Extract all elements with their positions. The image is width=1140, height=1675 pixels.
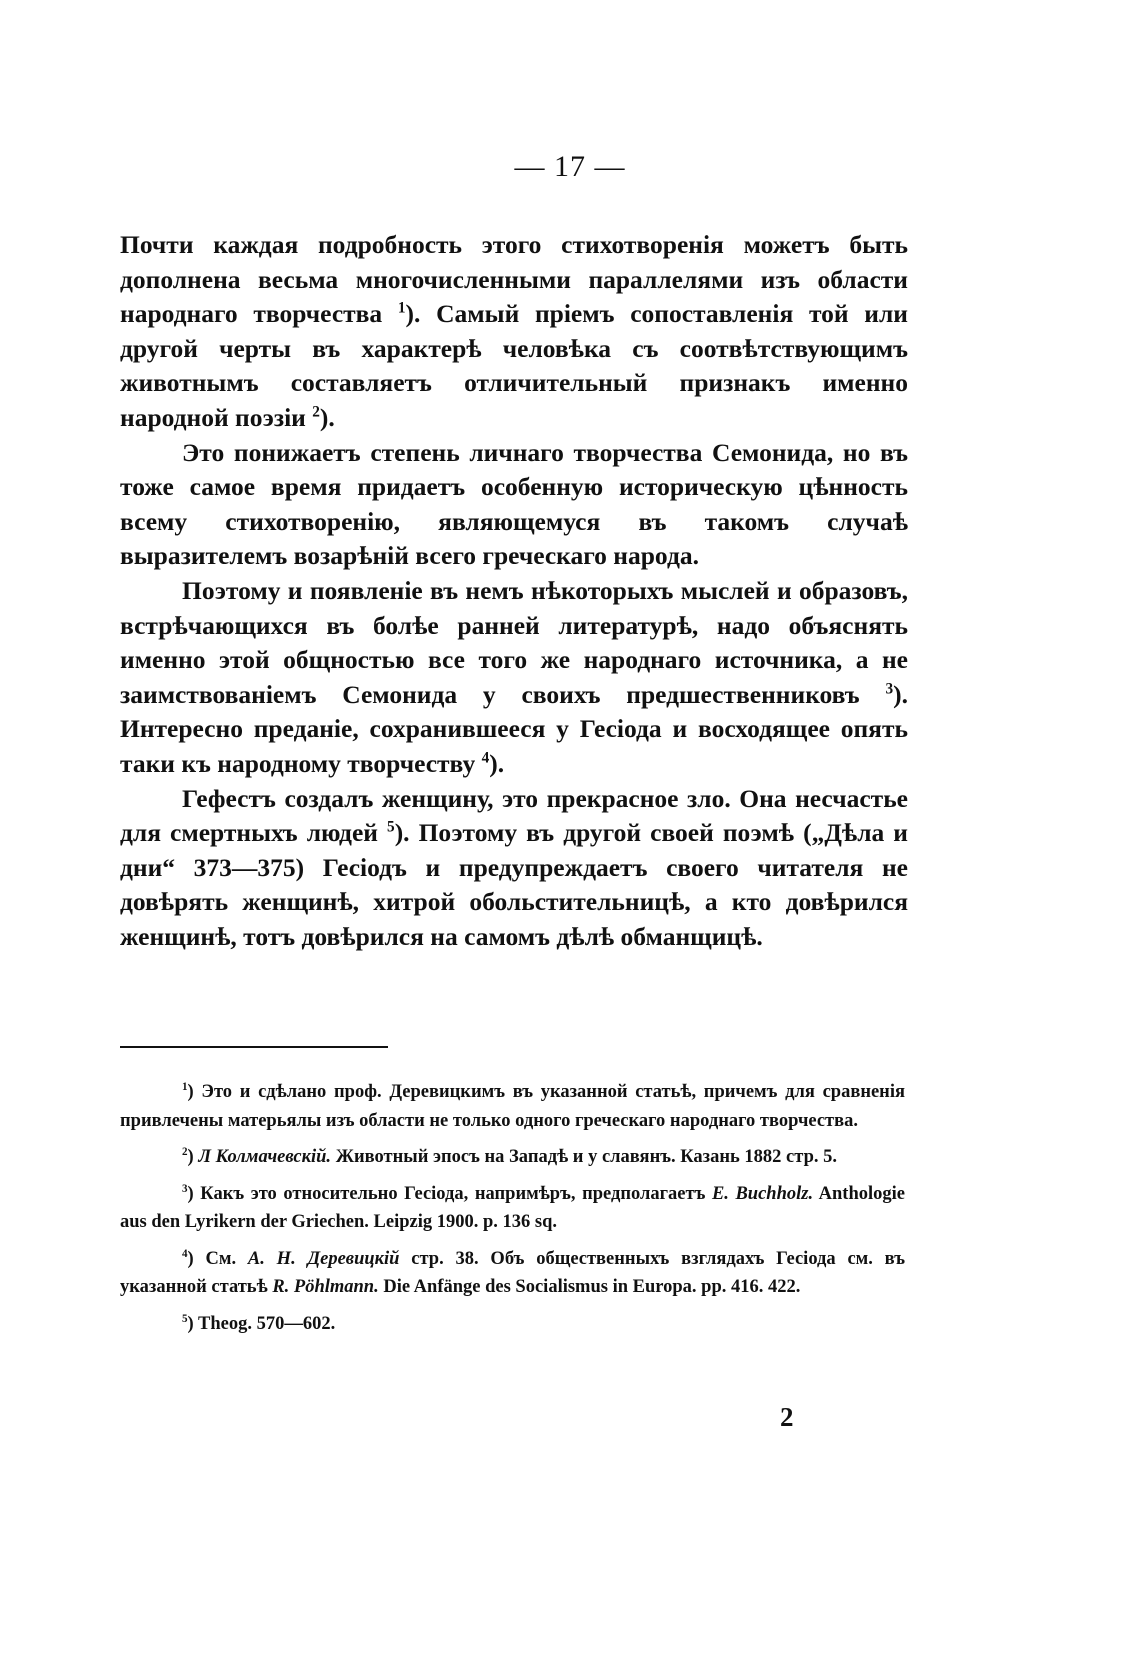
paragraph-4-part-a: Гефестъ создалъ женщину, это прекрасное зло. Она несчастье для смертныхъ людей <box>120 783 908 848</box>
footnote-2-post: Животный эпосъ на Западѣ и у славянъ. Казань 1882 стр. 5. <box>331 1147 837 1167</box>
footnote-separator <box>120 1046 388 1048</box>
paragraph-1-part-b: ). Самый пріемъ сопоставленія той или другой черты въ характерѣ человѣка съ соотвѣтствующимъ животнымъ составляетъ отличительный признакъ именно народной поэзіи <box>120 299 908 432</box>
paragraph-3 <box>120 574 908 782</box>
footnote-5-text: ) Theog. 570—602. <box>187 1313 336 1334</box>
paragraph-1-part-c: ). <box>319 402 335 432</box>
footnote-1-marker: 1 <box>182 1080 188 1093</box>
footnote-4-marker: 4 <box>182 1247 188 1260</box>
footnote-1 <box>120 1078 905 1135</box>
footnote-3-pre: ) Какъ это относительно Гесіода, напримѣръ, предполагаетъ <box>187 1183 712 1204</box>
footnote-ref-5: 5 <box>387 818 395 836</box>
paragraph-3-part-b: ). Интересно преданіе, сохранившееся у Гесіода и восходящее опять таки къ народному творчеству <box>120 679 908 778</box>
paragraph-3-part-c: ). <box>489 748 505 778</box>
footnote-4-author-2: R. Pöhlmann. <box>272 1277 379 1297</box>
footnote-ref-2: 2 <box>312 403 320 421</box>
footnote-4 <box>120 1245 905 1302</box>
paragraph-1 <box>120 228 908 436</box>
paragraph-4 <box>120 782 908 955</box>
signature-mark: 2 <box>780 1402 794 1432</box>
body-text <box>120 228 908 954</box>
footnote-2-marker: 2 <box>182 1145 188 1158</box>
paragraph-3-part-a: Поэтому и появленіе въ немъ нѣкоторыхъ мыслей и образовъ, встрѣчающихся въ болѣе ранней литературѣ, надо объяснять именно этой общностью все того же народнаго источника, а не заимствованіемъ Семонида у своихъ предшественниковъ <box>120 575 908 709</box>
footnote-4-mid: стр. 38. Объ общественныхъ взглядахъ Гесіода см. въ указанной статьѣ <box>120 1248 905 1297</box>
footnote-3-marker: 3 <box>182 1182 188 1195</box>
footnote-4-author: А. Н. Деревицкій <box>247 1248 400 1269</box>
footnote-ref-1: 1 <box>397 299 406 317</box>
footnote-3 <box>120 1180 905 1237</box>
page-number: — 17 — <box>514 150 626 183</box>
paragraph-4-part-b: ). Поэтому въ другой своей поэмѣ („Дѣла и дни“ 373—375) Гесіодъ и предупреждаетъ своего читателя не довѣрять женщинѣ, хитрой обольстительницѣ, а кто довѣрился женщинѣ, тотъ довѣрился на самомъ дѣлѣ обманщицѣ. <box>120 818 908 951</box>
footnote-4-post: Die Anfänge des Socialismus in Europa. pp. 416. 422. <box>378 1277 801 1297</box>
footnote-ref-4: 4 <box>481 749 490 767</box>
footnote-2-author: Л Колмачевскій. <box>198 1147 332 1167</box>
footnote-5 <box>120 1310 905 1339</box>
paragraph-1-part-a: Почти каждая подробность этого стихотворенія можетъ быть дополнена весьма многочисленными параллелями изъ области народнаго творчества <box>120 230 908 329</box>
footnote-5-marker: 5 <box>182 1312 188 1325</box>
footnote-4-pre: ) См. <box>187 1248 248 1269</box>
paragraph-2: Это понижаетъ степень личнаго творчества Семонида, но въ тоже самое время придаетъ особенную историческую цѣнность всему стихотворенію, являющемуся въ такомъ случаѣ выразителемъ возарѣній всего греческаго народа. <box>120 437 908 571</box>
footnote-2 <box>120 1143 905 1172</box>
footnote-3-author: E. Buchholz. <box>711 1183 814 1204</box>
footnote-1-text: ) Это и сдѣлано проф. Деревицкимъ въ указанной статьѣ, причемъ для сравненія привлечены матерьялы изъ области не только одного греческаго народнаго творчества. <box>120 1082 905 1131</box>
footnotes <box>120 1078 905 1346</box>
footnote-ref-3: 3 <box>885 680 894 698</box>
footnote-2-pre: ) <box>187 1147 199 1167</box>
footnote-3-post: Anthologie aus den Lyrikern der Griechen. Leipzig 1900. p. 136 sq. <box>120 1183 905 1232</box>
